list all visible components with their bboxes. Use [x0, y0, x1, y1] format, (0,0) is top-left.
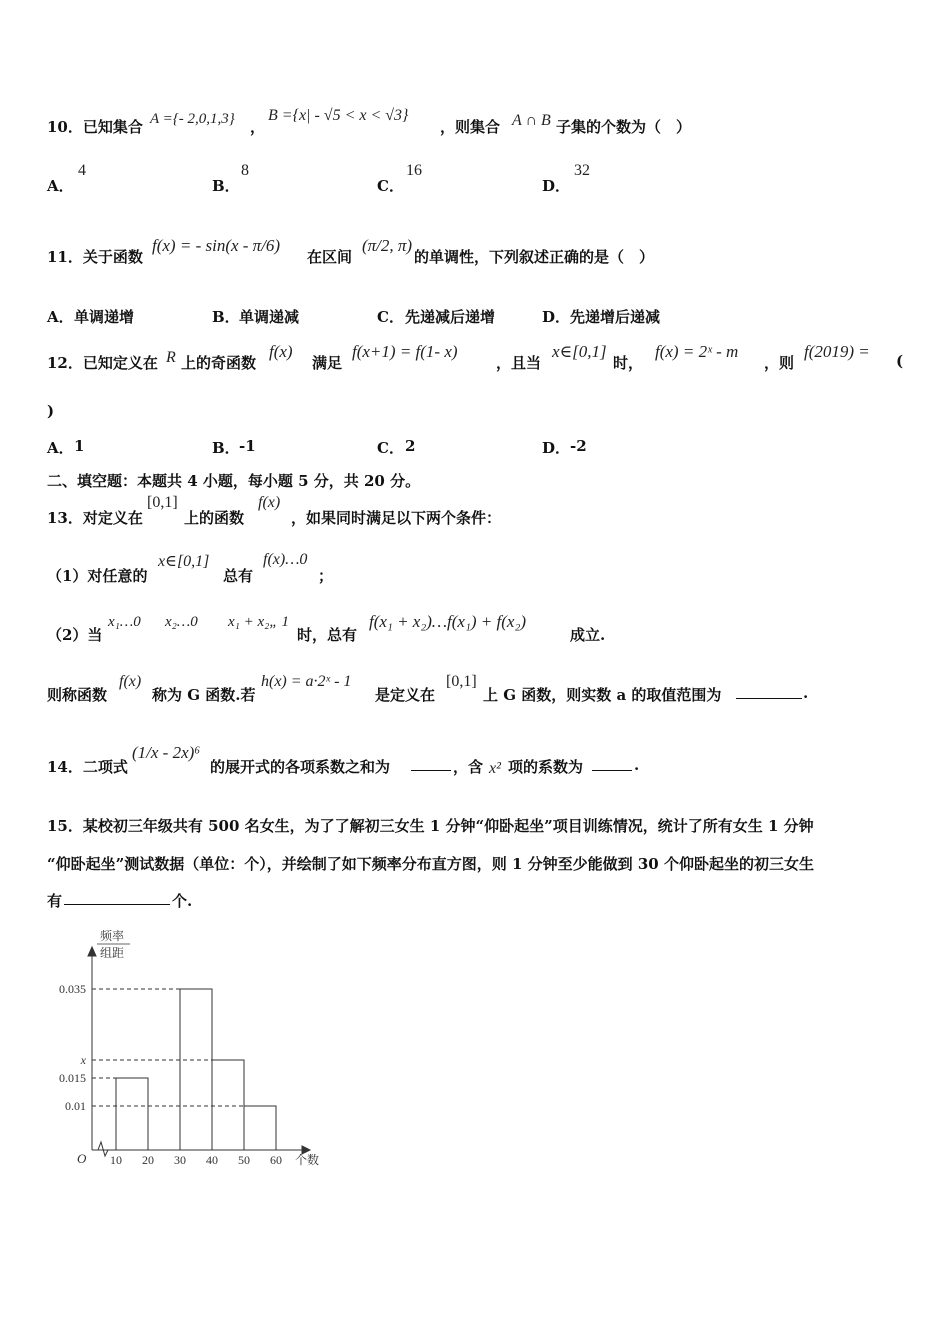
q15-line1: 15．某校初三年级共有 500 名女生，为了了解初三女生 1 分钟“仰卧起坐”项目训练情况，统计了所有女生 1 分钟 [47, 817, 814, 835]
q12-r: R [166, 349, 176, 366]
q13-c3-end: . [803, 684, 809, 702]
q11-option-a-value: 单调递增 [74, 308, 135, 326]
q15-line3a: 有 [47, 892, 63, 910]
q10-option-b-value: 8 [241, 162, 249, 179]
q12-definition: f(x) = 2ˣ - m [655, 342, 739, 361]
q10-option-a-label: A． [47, 177, 74, 195]
q12-option-d-label: D． [542, 439, 571, 457]
y-tick-label: 0.015 [59, 1071, 86, 1085]
q12-t5: ，则 [764, 354, 795, 372]
q12-x-in: x∈[0,1] [552, 342, 607, 361]
q12-fx: f(x) [269, 342, 293, 361]
q10-set-b: B ={x| - √5 < x < √3} [268, 107, 409, 124]
q11-option-c-label: C． [377, 308, 404, 326]
q12-t3: ，且当 [496, 354, 542, 372]
q13-c3-text4: 上 G 函数，则实数 a 的取值范围为 [483, 686, 722, 704]
q10-option-b-label: B． [212, 177, 240, 195]
q12-paren-close: ) [47, 402, 55, 420]
q12-condition: f(x+1) = f(1- x) [352, 342, 458, 361]
q12-option-a-label: A． [47, 439, 74, 457]
q13-c1-end: ； [318, 567, 334, 585]
q10-option-d-label: D． [542, 177, 571, 195]
q13-t2: ，如果同时满足以下两个条件： [291, 509, 502, 527]
x-tick-label: 60 [270, 1153, 282, 1167]
q10-option-c-value: 16 [406, 162, 422, 179]
q12-paren-open: ( [896, 352, 904, 370]
q14-x2: x² [489, 760, 501, 777]
q11-option-b-value: 单调递减 [239, 308, 300, 326]
q11-option-d-value: 先递增后递减 [570, 308, 661, 326]
q11-function: f(x) = - sin(x - π/6) [152, 236, 281, 255]
q13-c3-fx: f(x) [119, 673, 142, 690]
q13-c3-text1: 则称函数 [47, 686, 108, 704]
q15-answer-blank[interactable] [64, 890, 170, 909]
q13-c1-x: x∈[0,1] [158, 553, 210, 570]
q15-line3b: 个. [172, 892, 193, 910]
q13-fx: f(x) [258, 494, 281, 511]
q13-answer-blank[interactable] [736, 684, 802, 703]
y-tick-label: 0.035 [59, 982, 86, 996]
q12-t1: 上的奇函数 [181, 354, 257, 372]
q11-number: 11．关于函数 [47, 248, 143, 266]
q12-option-c-value: 2 [405, 437, 416, 455]
x-tick-label: 30 [174, 1153, 186, 1167]
axis-break [98, 1142, 108, 1156]
q10-text: ，则集合 [440, 118, 501, 136]
x-tick-label: 20 [142, 1153, 154, 1167]
q13-c2-c: x₁ + x₂„ 1 [228, 614, 289, 630]
q10-number: 10．已知集合 [47, 118, 143, 136]
q11-option-c-value: 先递减后递增 [405, 308, 496, 326]
q13-c2-text: 时，总有 [297, 626, 358, 644]
q11-option-b-label: B． [212, 308, 240, 326]
q13-c2-label: （2）当 [47, 626, 103, 644]
q13-number: 13．对定义在 [47, 509, 143, 527]
q13-c2-end: 成立. [570, 626, 606, 644]
q11-option-a-label: A． [47, 308, 74, 326]
q13-c2-f: f(x₁ + x₂)…f(x₁) + f(x₂) [369, 612, 527, 631]
q14-text1: 的展开式的各项系数之和为 [210, 758, 391, 776]
histogram-bar [212, 1060, 244, 1150]
q14-blank-1[interactable] [411, 756, 451, 775]
q14-text2: ，含 [453, 758, 484, 776]
q12-option-d-value: -2 [570, 437, 587, 455]
q13-t1: 上的函数 [184, 509, 245, 527]
histogram-bar [244, 1106, 276, 1150]
q14-blank-2[interactable] [592, 756, 632, 775]
q12-option-a-value: 1 [74, 437, 85, 455]
q14-text3: 项的系数为 [508, 758, 584, 776]
y-label-top: 频率 [100, 929, 125, 943]
q15-line2: “仰卧起坐”测试数据（单位：个），并绘制了如下频率分布直方图，则 1 分钟至少能做到 30 个仰卧起坐的初三女生 [47, 855, 814, 873]
x-tick-label: 10 [110, 1153, 122, 1167]
q10-intersection: A ∩ B [512, 112, 551, 129]
x-axis-label: 个数 [295, 1153, 320, 1167]
q13-domain: [0,1] [147, 494, 178, 511]
q13-c3-domain: [0,1] [446, 673, 477, 690]
q10-option-d-value: 32 [574, 162, 590, 179]
q13-c3-h: h(x) = a·2ˣ - 1 [261, 673, 352, 690]
histogram-bar [116, 1078, 148, 1150]
q12-option-b-value: -1 [239, 437, 256, 455]
q11-interval: (π/2, π) [362, 236, 413, 255]
q13-c1-text: 总有 [223, 567, 254, 585]
section-heading: 二、填空题：本题共 4 小题，每小题 5 分，共 20 分。 [47, 472, 421, 490]
q12-option-c-label: C． [377, 439, 404, 457]
y-axis-arrow [88, 947, 96, 956]
histogram-bar [180, 989, 212, 1150]
q12-ask: f(2019) = [804, 342, 870, 361]
y-label-bottom: 组距 [100, 946, 125, 960]
q10-comma: ， [250, 118, 266, 136]
q13-c2-a: x₁…0 [108, 614, 141, 630]
q13-c3-text3: 是定义在 [375, 686, 436, 704]
q12-option-b-label: B． [212, 439, 240, 457]
q12-t4: 时， [613, 354, 644, 372]
q10-set-a: A ={- 2,0,1,3} [150, 111, 235, 127]
origin-label: O [77, 1151, 87, 1166]
q12-t2: 满足 [312, 354, 343, 372]
q10-option-c-label: C． [377, 177, 404, 195]
y-tick-label: 0.01 [65, 1099, 86, 1113]
q14-end: . [634, 756, 640, 774]
frequency-histogram [40, 920, 340, 1180]
q11-option-d-label: D． [542, 308, 571, 326]
q11-mid: 在区间 [307, 248, 353, 266]
q10-tail: 子集的个数为（ ） [556, 118, 692, 136]
x-tick-label: 40 [206, 1153, 218, 1167]
q13-c3-text2: 称为 G 函数.若 [152, 686, 256, 704]
y-tick-label: x [80, 1053, 86, 1067]
q14-expression: (1/x - 2x)⁶ [132, 743, 201, 762]
q13-c1-label: （1）对任意的 [47, 567, 148, 585]
q14-number: 14．二项式 [47, 758, 128, 776]
q12-number: 12．已知定义在 [47, 354, 158, 372]
q13-c1-f: f(x)…0 [263, 551, 308, 568]
q10-option-a-value: 4 [78, 162, 86, 179]
q11-tail: 的单调性，下列叙述正确的是（ ） [414, 248, 655, 266]
q13-c2-b: x₂…0 [165, 614, 198, 630]
x-tick-label: 50 [238, 1153, 250, 1167]
